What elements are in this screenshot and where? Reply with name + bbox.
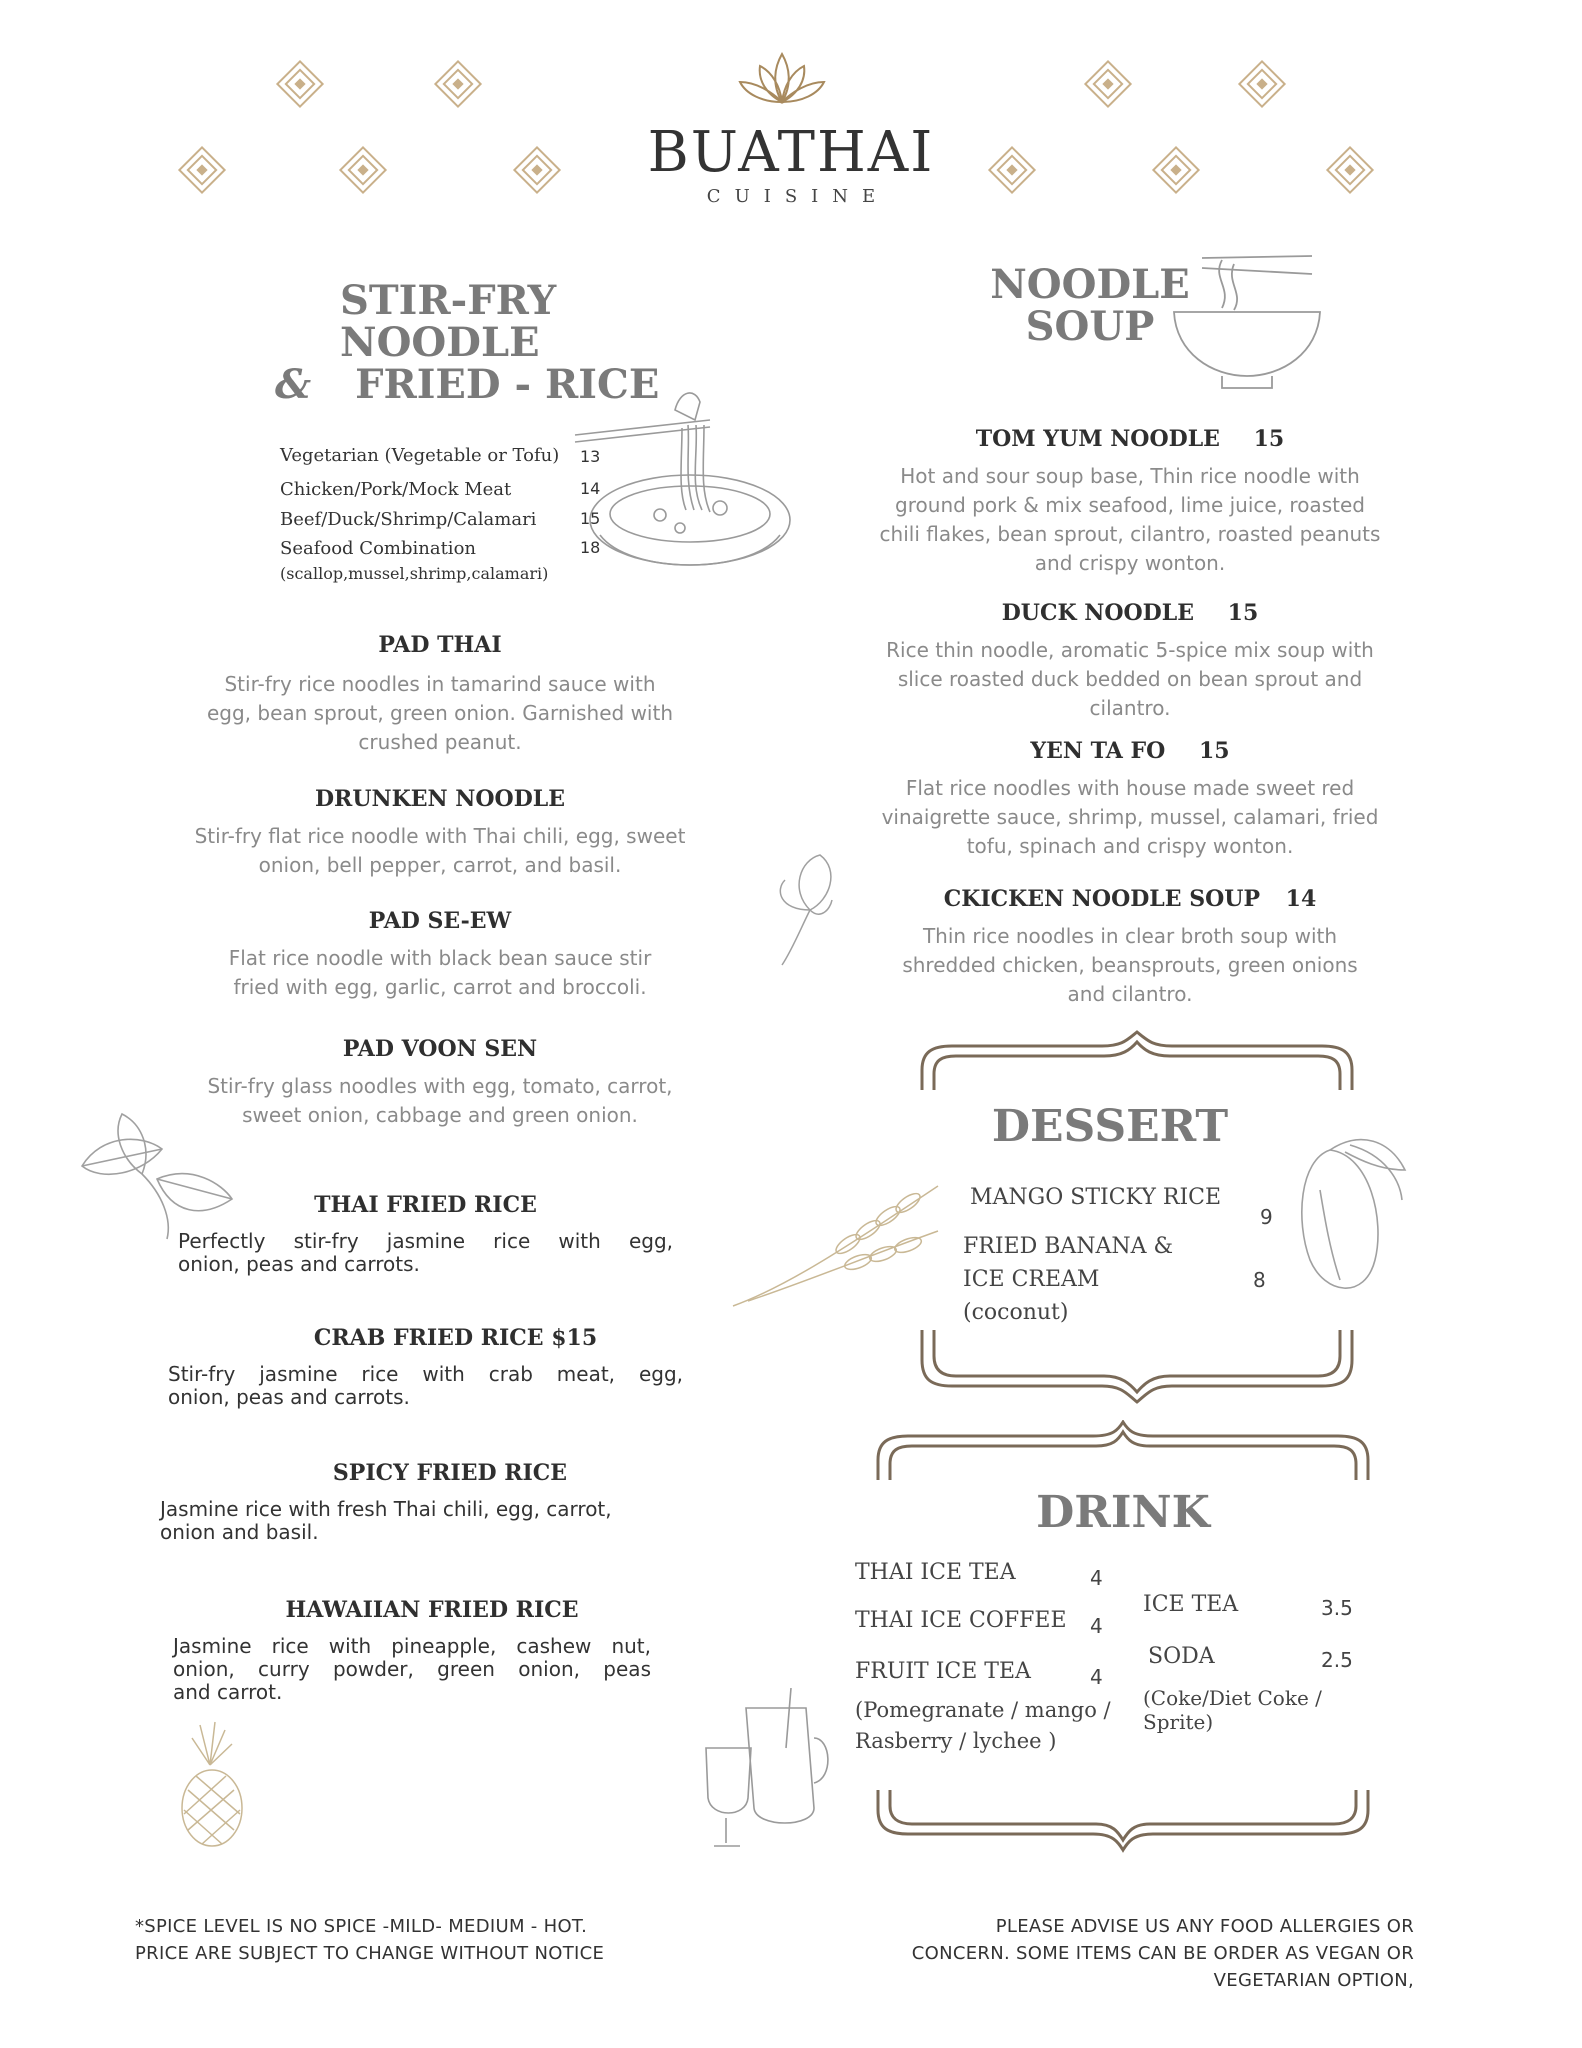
- brand-subtitle: CUISINE: [706, 186, 890, 207]
- dessert-price: 9: [1260, 1205, 1273, 1229]
- menu-item-crab-fried-rice: [168, 1325, 683, 1409]
- desc-line: sweet onion, cabbage and green onion.: [242, 1103, 638, 1127]
- drink-note-line: (Pomegranate / mango /: [855, 1698, 1111, 1722]
- desc-line: chili flakes, bean sprout, cilantro, roasted peanuts: [879, 522, 1381, 546]
- desc-line: Rice thin noodle, aromatic 5-spice mix soup with: [886, 638, 1374, 662]
- desc-line: Stir-fry rice noodles in tamarind sauce with: [224, 672, 656, 696]
- item-price: 15: [1198, 738, 1230, 764]
- desc-line: Flat rice noodles with house made sweet red: [905, 776, 1355, 800]
- footer-line: PRICE ARE SUBJECT TO CHANGE WITHOUT NOTICE: [135, 1943, 605, 1964]
- footer-left: [135, 1913, 604, 1967]
- menu-item-pad-se-ew: [150, 908, 730, 1002]
- option-price: 13: [580, 447, 601, 466]
- drink-name: FRUIT ICE TEA: [855, 1659, 1031, 1684]
- item-desc: [160, 1498, 680, 1544]
- stirfry-title-line2: NOODLE: [340, 319, 540, 366]
- pineapple-illustration-icon: [170, 1720, 260, 1850]
- option-row: [280, 445, 620, 479]
- desc-line: slice roasted duck bedded on bean sprout and: [897, 667, 1363, 691]
- item-desc: [168, 1363, 683, 1409]
- diamond-icon: [1085, 61, 1130, 106]
- desc-line: Stir-fry flat rice noodle with Thai chili, egg, sweet: [194, 824, 686, 848]
- desc-line: egg, bean sprout, green onion. Garnished with: [206, 701, 674, 725]
- noodle-soup-title-line2: SOUP: [1025, 303, 1155, 350]
- drink-price: 4: [1090, 1566, 1103, 1590]
- menu-item-hawaiian-fried-rice: [173, 1597, 651, 1704]
- desc-line: crushed peanut.: [358, 730, 522, 754]
- stirfry-options: [280, 445, 620, 583]
- drink-list-right: [1143, 1592, 1383, 1734]
- menu-item-thai-fried-rice: [178, 1192, 673, 1276]
- noodle-soup-title-line1: NOODLE: [990, 261, 1190, 308]
- item-desc: [840, 636, 1420, 723]
- desc-line: Thin rice noodles in clear broth soup with: [922, 924, 1338, 948]
- item-name: SPICY FRIED RICE: [332, 1460, 568, 1486]
- drink-note: [855, 1695, 1115, 1757]
- item-name: DRUNKEN NOODLE: [314, 786, 566, 812]
- menu-item-duck-noodle: [840, 600, 1420, 723]
- stirfry-title-line3-text: FRIED - RICE: [355, 361, 660, 408]
- item-name: PAD VOON SEN: [342, 1036, 538, 1062]
- desc-line: shredded chicken, beansprouts, green onions: [902, 953, 1358, 977]
- desc-line: Perfectly stir-fry jasmine rice with egg,: [178, 1229, 673, 1253]
- drink-title: DRINK: [1036, 1487, 1210, 1538]
- desc-line: onion, peas and carrots.: [168, 1385, 410, 1409]
- option-label: Seafood Combination: [280, 538, 476, 559]
- item-name: DUCK NOODLE: [1001, 600, 1194, 626]
- dessert-title: DESSERT: [991, 1101, 1229, 1152]
- noodle-soup-title: [990, 261, 1190, 350]
- item-title-row: [840, 426, 1420, 452]
- item-desc: [840, 922, 1420, 1009]
- desc-line: onion, peas and carrots.: [178, 1252, 420, 1276]
- item-desc: [150, 944, 730, 1002]
- drink-row: [855, 1608, 1115, 1659]
- desc-line: Hot and sour soup base, Thin rice noodle with: [900, 464, 1360, 488]
- drink-note-line: Rasberry / lychee ): [855, 1729, 1057, 1753]
- desc-line: cilantro.: [1089, 696, 1171, 720]
- wheat-illustration-icon: [728, 1176, 948, 1316]
- menu-item-chicken-noodle-soup: [840, 886, 1420, 1009]
- menu-item-spicy-fried-rice: [160, 1460, 680, 1544]
- flower-bud-illustration-icon: [770, 850, 850, 970]
- item-desc: [173, 1635, 651, 1704]
- desc-line: Jasmine rice with fresh Thai chili, egg, carrot,: [160, 1497, 612, 1521]
- desc-line: Jasmine rice with pineapple, cashew nut,: [173, 1634, 651, 1658]
- desc-line: onion and basil.: [160, 1520, 319, 1544]
- option-row: [280, 479, 620, 509]
- drink-price: 2.5: [1321, 1648, 1353, 1672]
- desc-line: and cilantro.: [1067, 982, 1193, 1006]
- menu-item-tom-yum-noodle: [840, 426, 1420, 578]
- footer-right: [912, 1913, 1414, 1994]
- dessert-item-fried-banana: [963, 1230, 1283, 1329]
- item-name: TOM YUM NOODLE: [975, 426, 1220, 452]
- item-title-row: [840, 886, 1420, 912]
- option-label: Chicken/Pork/Mock Meat: [280, 479, 512, 500]
- brand-name: BUATHAI: [647, 120, 935, 185]
- item-price: 15: [1253, 426, 1285, 452]
- option-row: [280, 538, 620, 564]
- dessert-name: [963, 1230, 1283, 1329]
- diamond-icon: [435, 61, 480, 106]
- soup-bowl-illustration-icon: [1172, 248, 1322, 398]
- item-desc: [150, 822, 730, 880]
- item-name: THAI FRIED RICE: [314, 1192, 537, 1218]
- desc-line: onion, bell pepper, carrot, and basil.: [258, 853, 622, 877]
- item-desc: [150, 670, 730, 757]
- dessert-line: FRIED BANANA &: [963, 1234, 1174, 1259]
- footer-line: CONCERN. SOME ITEMS CAN BE ORDER AS VEGAN OR: [911, 1943, 1414, 1964]
- diamond-icon: [277, 61, 322, 106]
- drink-list-left: [855, 1560, 1115, 1757]
- desc-line: and carrot.: [173, 1680, 283, 1704]
- menu-item-pad-thai: [150, 632, 730, 757]
- desc-line: Flat rice noodle with black bean sauce stir: [228, 946, 652, 970]
- item-name: PAD THAI: [378, 632, 502, 658]
- dessert-line: (coconut): [963, 1300, 1069, 1325]
- drink-row: [855, 1659, 1115, 1695]
- footer-line: VEGETARIAN OPTION,: [1213, 1970, 1414, 1991]
- drink-row: [855, 1560, 1115, 1608]
- dessert-name: MANGO STICKY RICE: [970, 1185, 1222, 1210]
- desc-line: ground pork & mix seafood, lime juice, roasted: [895, 493, 1365, 517]
- drink-price: 4: [1090, 1665, 1103, 1689]
- dessert-item-mango-sticky-rice: [970, 1185, 1280, 1229]
- stirfry-title-amp: &: [275, 361, 312, 408]
- drink-name: THAI ICE TEA: [855, 1560, 1016, 1585]
- drink-name: ICE TEA: [1143, 1592, 1239, 1617]
- drink-price: 3.5: [1321, 1596, 1353, 1620]
- dessert-price: 8: [1253, 1268, 1266, 1292]
- item-title-row: [840, 600, 1420, 626]
- drink-price: 4: [1090, 1614, 1103, 1638]
- option-row: [280, 509, 620, 538]
- option-label: Beef/Duck/Shrimp/Calamari: [280, 509, 537, 530]
- item-price: 15: [1227, 600, 1259, 626]
- option-price: 18: [580, 538, 601, 557]
- lotus-logo-icon: [732, 50, 832, 110]
- desc-line: vinaigrette sauce, shrimp, mussel, calamari, fried: [881, 805, 1379, 829]
- item-title-row: [840, 738, 1420, 764]
- item-name: PAD SE-EW: [368, 908, 512, 934]
- drink-row: [1143, 1592, 1383, 1644]
- desc-line: and crispy wonton.: [1034, 551, 1226, 575]
- item-name: YEN TA FO: [1030, 738, 1166, 764]
- item-name: HAWAIIAN FRIED RICE: [285, 1597, 579, 1623]
- item-desc: [840, 774, 1420, 861]
- drink-note: (Coke/Diet Coke / Sprite): [1143, 1686, 1322, 1734]
- item-desc: [178, 1230, 673, 1276]
- desc-line: onion, curry powder, green onion, peas: [173, 1657, 651, 1681]
- dessert-line: ICE CREAM: [963, 1267, 1100, 1292]
- footer-line: *SPICE LEVEL IS NO SPICE -MILD- MEDIUM - HOT.: [135, 1916, 588, 1937]
- option-note: (scallop,mussel,shrimp,calamari): [280, 564, 549, 583]
- footer-line: PLEASE ADVISE US ANY FOOD ALLERGIES OR: [995, 1916, 1414, 1937]
- desc-line: Stir-fry jasmine rice with crab meat, egg,: [168, 1362, 683, 1386]
- item-price: 14: [1285, 886, 1317, 912]
- desc-line: tofu, spinach and crispy wonton.: [966, 834, 1294, 858]
- option-label: Vegetarian (Vegetable or Tofu): [280, 445, 560, 466]
- option-price: 14: [580, 479, 601, 498]
- drink-name: THAI ICE COFFEE: [855, 1608, 1067, 1633]
- item-name: CKICKEN NOODLE SOUP: [943, 886, 1260, 912]
- desc-line: Stir-fry glass noodles with egg, tomato, carrot,: [207, 1074, 673, 1098]
- mango-illustration-icon: [1290, 1130, 1420, 1300]
- menu-item-drunken-noodle: [150, 786, 730, 880]
- drink-row: [1143, 1644, 1383, 1686]
- pitcher-glass-illustration-icon: [696, 1688, 836, 1858]
- option-price: 15: [580, 509, 601, 528]
- diamond-icon: [1239, 61, 1284, 106]
- desc-line: fried with egg, garlic, carrot and broccoli.: [233, 975, 647, 999]
- item-name: CRAB FRIED RICE $15: [313, 1325, 598, 1351]
- stirfry-title-line1: STIR-FRY: [340, 277, 557, 324]
- menu-item-yen-ta-fo: [840, 738, 1420, 861]
- drink-name: SODA: [1148, 1644, 1215, 1669]
- item-desc: [840, 462, 1420, 578]
